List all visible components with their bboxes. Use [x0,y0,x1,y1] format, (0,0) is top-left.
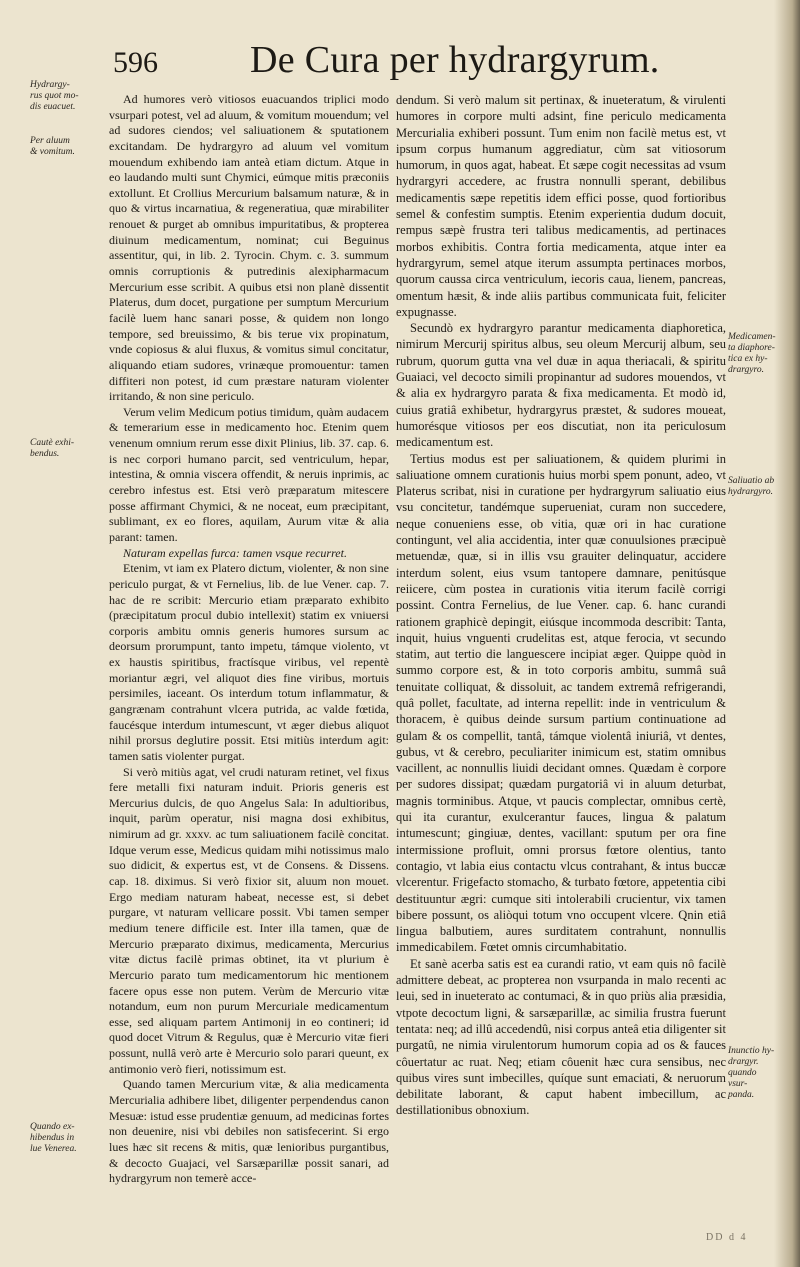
paragraph: Ad humores verò vitiosos euacuandos triplici modo vsurpari potest, vel ad aluum, & vomitum mouendum; vel ad sudores ciendos; vel saliuationem & sputationem excitandam. De hydrargyro ad aluum vel vomitum mouendum exhibendo iam anteà etiam dictum. Atque in eo laudando multi sunt Chymici, eúmque mitis præconiis extollunt. Et Crollius Mercurium balsamum naturæ, & in quo & virtus incarnatiua, & regeneratiua, quæ mirabiliter renouet & purget ab omnibus impuritatibus, & propterea diuinum medicamentum, nominat; cui Beguinus assentitur, qui, in lib. 2. Tyrocin. Chym. c. 3. summum omnis corruptionis & putredinis alexipharmacum Mercurium esse scribit. A quibus etsi non planè dissentit Platerus, dum docet, purgatione per sumptum Mercurium facilè luem hanc sanari posse, & quidem non longo tempore, sed breuissimo, & bis terue vix propinatum, vnde copiosus & alui fluxus, & vomitus simul concitatur, aliquando etiam sudores, vrinæque promouentur: tamen diffiteri non potest, id cum præstare naturam violenter irritando, & non sine periculo. [109,92,389,404]
margin-note-right: Inunctio hy- drargyr. quando vsur- panda. [728,1046,775,1100]
margin-note-left: Hydrargy- rus quot mo- dis euacuet. [30,80,79,112]
paragraph: dendum. Si verò malum sit pertinax, & inueteratum, & virulenti humores in corpore multi adsint, fine periculo medicamenta Mercurialia exhiberi possunt. Tum enim non facilè metus est, vt ipsum corpus humanum aggrediatur, cùm sat vitiosorum humorum, in quos agat, habeat. Et sæpe cogit necessitas ad vsum hydrargyri accedere, ac frustra nonnulli sperant, debilibus medicamentis sæpe repetitis idem effici posse, quod fortioribus semel & confestim sumptis. Etenim experientia dudum docuit, rempus sæpè frustra teri talibus medicamentis, ad pertinaces morbos exhibitis. Contra fortia medicamenta, atque inter ea hydrargyrum, semel atque iterum assumpta pertinaces morbos, quorum caussa circa ventriculum, iecoris caua, lienem, pancreas, omentum hæsit, & inde aliis partibus communicata fuit, feliciter expugnasse. [396,93,726,319]
paragraph: Verum velim Medicum potius timidum, quàm audacem & temerarium esse in medicamento hoc. Etenim quem venenum omnium rerum esse dixit Plinius, lib. 37. cap. 6. is nec corpori humano parcit, sed ventriculum, hepar, intestina, & omnia viscera offendit, & neruis inprimis, ac cerebro infestus est. Etsi verò præparatum mitescere posse affirmant Chymici, & ne noceat, eum præcipitant, sublimant, ex eo flores, aquilam, Aurum vitæ & alia parant: tamen. [109,404,389,544]
paragraph: Et sanè acerba satis est ea curandi ratio, vt eam quis nô facilè admittere debeat, ac propterea non vsurpanda in malo recenti ac leui, sed in inueterato ac contumaci, & in quo priùs alia præsidia, vtpote decoctum ligni, & sarsæparillæ, ac similia frustra fuerunt tentata: neq; ad illû accedendû, nisi corpus anteâ etia diligenter sit purgatû, ne nimia virulentorum humorum copia ad os & fauces côuertatur ac ruat. Neq; etiam côuenit hæc cura sensibus, nec quibus vires sunt imbecilles, quíque sunt emaciati, & neruorum debilitate laborant, & caput habent imbecillum, ac destillationibus obnoxium. [396,956,726,1118]
signature-mark: DD d 4 [706,1232,748,1243]
page-number: 596 [113,46,158,79]
margin-note-left: Per aluum & vomitum. [30,136,75,157]
verse-quote: Naturam expellas furca: tamen vsque recurret. [123,545,347,560]
book-spine-shadow [774,0,800,1267]
page-title: De Cura per hydrargyrum. [250,39,660,81]
paragraph: Secundò ex hydrargyro parantur medicamenta diaphoretica, nimirum Mercurij spiritus albus, seu oleum Mercurij album, seu rubrum, quorum gutta vna vel duæ in aqua theriacali, & spiritu Guaiaci, vel decocto simili propinantur ad sudores mouendos, vt & alia ex hydrargyro parata & fixa medicamenta. Et modò id, cuius gratiâ exhibetur, hydrargyrus præstet, & sudores moueat, humorésque vitiosos per eos discutiat, non ita periculosum medicamentum est. [396,321,726,450]
text-column-right [396,92,726,1119]
paragraph: Etenim, vt iam ex Platero dictum, violenter, & non sine periculo purgat, & vt Fernelius, lib. de lue Vener. cap. 7. hac de re scribit: Mercurio etiam præparato exhibito (præcipitatum procul dubio intellexit) statim ex vniuersi corporis ambitu omnis generis humores sursum ac deorsum prorumpunt, tanto impetu, támque violento, vt ex haustis spiritibus, fractísque viribus, vel repentè moriantur ægri, vel aliquot dies fine viribus, mortuis persimiles, iaceant. Os interdum totum inflammatur, & gangrænam contrahunt vlcera putrida, ac valde fœtida, faucésque interdum intumescunt, vt æger diebus aliquot nihil prorsus deglutire possit. Etsi mitiùs interdum agit: tamen satis violenter purgat. [109,561,389,763]
margin-note-right: Medicamen- ta diaphore- tica ex hy- drargyro. [728,332,776,375]
margin-note-right: Saliuatio ab hydrargyro. [728,476,775,497]
text-column-left [109,92,389,1187]
paragraph: Quando tamen Mercurium vitæ, & alia medicamenta Mercurialia adhibere libet, diligenter perpendendus canon Mesuæ: istud esse prudentiæ genuum, ad medicinas fortes non deuenire, nisi vbi debiles non satisfecerint. Si ergo lues hæc sit recens & mitis, quæ lenioribus purgantibus, & decocto Guajaci, vel Sarsæparillæ possit sanari, ad hydrargyrum non temerè acce- [109,1077,389,1186]
margin-note-left: Cautè exhi- bendus. [30,438,75,459]
margin-note-left: Quando ex- hibendus in lue Venerea. [30,1122,77,1154]
paragraph: Tertius modus est per saliuationem, & quidem plurimi in saliuatione omnem curationis huius morbi spem ponunt, adeo, vt Platerus scribat, nisi in curatione per hydrargyrum saliuatio eius vsu concitetur, tandémque superueniat, curam non succedere, neque conueniens esse, ob vitia, quæ ori in hac curatione contingunt, vel alia accidentia, inter quæ conuulsiones præcipuè metuendæ, quæ, si in illis vsu grauiter delinquatur, accidere interdum solent, eius vsum tantopere damnare, penitúsque reiicere, cùm postea in curationis vitia iterum facilè corrigi possint. Contra Fernelius, de lue Vener. cap. 6. hanc curandi rationem graphicè depingit, eiúsque incommoda describit: Tanta, inquit, huius vnguenti crudelitas est, atque ferocia, vt secundo statim, aut tertio die languescere incipiat æger. Quippe quòd in summo corpore est, & in toto corporis ambitu, summâ suâ tenuitate colliquat, & dissoluit, ac tandem extremâ refrigerandi, quâ pollet, facultate, ad interna repellit: inde in ventriculum & thoracem, è quibus deinde sursum partium continuatione ad gulam & os compellit, tantâ, támque violentâ iniuriâ, vt dentes, gubus, vt & cerebro, peculiariter inimicum est, statim omnibus vacillent, ac nonnullis liuidi decidant omnes. Quædam è corpore per sudores dissipat; quædam purgatoriâ vi in aluum deturbat, magnis torminibus. Atque, vt paucis complectar, omnibus certè, qui ita curantur, exulcerantur fauces, lingua & palatum intumescunt; gingiuæ, dentes, vacillant: sputum per ora fine intermissione profluit, omni prorsus fœtore olentius, tanto contagio, vt labia eius contactu vlcus contrahant, & intus buccæ vlcerentur. Frigefacto stomacho, & turbato fœtore, appetentia cibi destituuntur ægri: cumque siti intolerabili crucientur, vix tamen bibere possunt, os aliòqui totum vno occupent vlcere. Qnin etiâ lingua balbutiem, aures surditatem contrahunt, nonnullis immedicabilem. Fœtet omnis circumhabitatio. [396,451,726,955]
paragraph: Si verò mitiùs agat, vel crudi naturam retinet, vel fixus fere metalli fixi naturam induit. Prioris generis est Mercurius dulcis, de quo Angelus Sala: In adultioribus, inquit, parùm operatur, nisi magna dosi exhibitus, nimirum ad gr. xxxv. ac tum saliuationem facilè concitat. Idque verum esse, Medicus quidam mihi notissimus malo suo didicit, & expertus est, vt de Consens. & Dissens. cap. 18. diximus. Si verò fixior sit, aluum non mouet. Ergo mediam naturam habeat, necesse est, si debet purgare, vt naturam vellicare possit. Vbi tamen semper medium tenere difficile est. Inter illa tamen, quæ de Mercurio præparato diximus, medicamenta, Mercurius vitæ dictus facilè primas obtinet, ita vt plurium è Mercurio parato tum medicamentorum hic mentionem facere opus esse non putem. Verùm de Mercurio vitæ notandum, eum non purum Mercuriale medicamentum esse, sed aliquam partem Antimonij in eo contineri; id quod docet Vitrum & Regulus, quæ è Mercurio vitæ fieri possunt, nullâ verò arte è Mercurio solo parari queunt, ex antimonio verò fieri, notissimum est. [109,764,389,1076]
